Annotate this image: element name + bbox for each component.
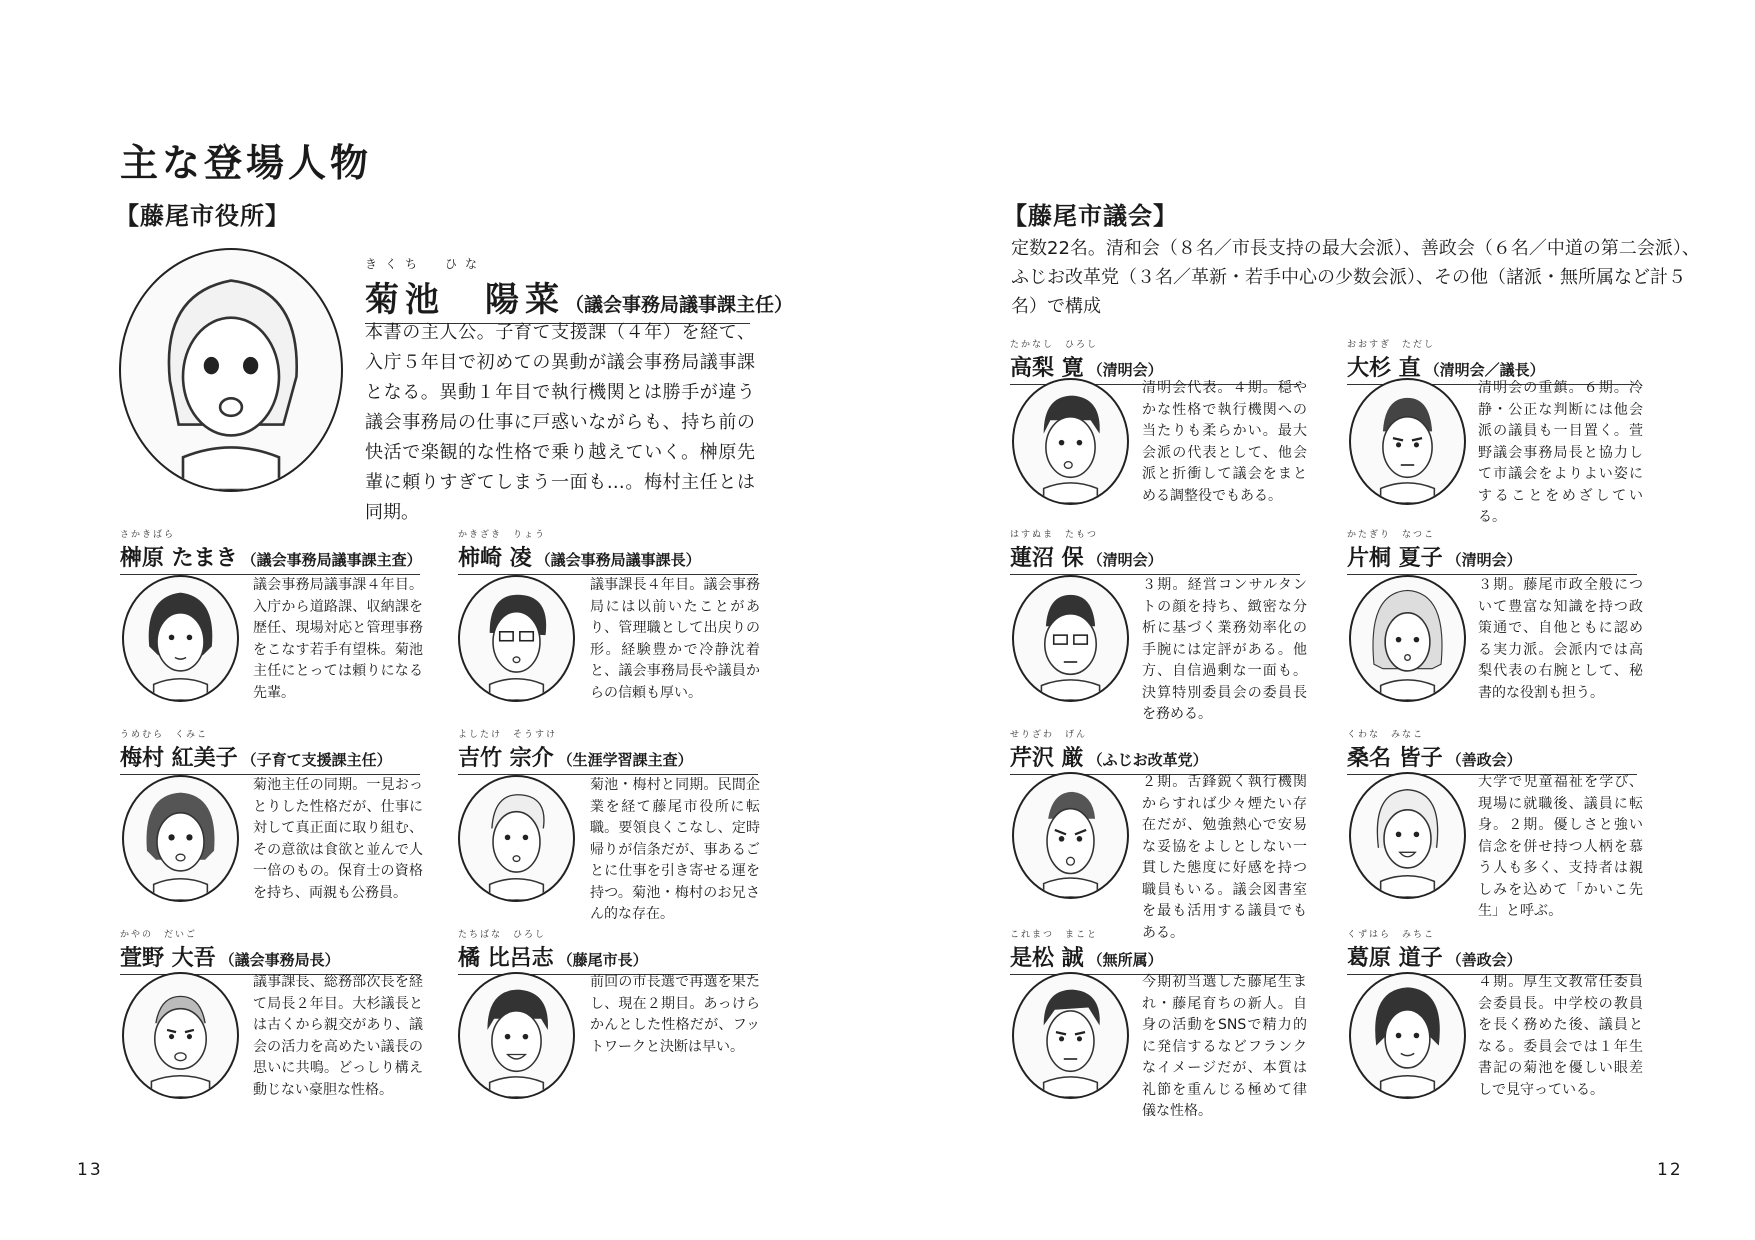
person-portrait-icon: [1351, 577, 1464, 700]
main-character-role: （議会事務局議事課主任）: [565, 294, 794, 316]
character-ruby: はすぬま たもつ: [1010, 530, 1099, 540]
character-description: 議事課長、総務部次長を経て局長２年目。大杉議長とは古くから親交があり、議会の活力を高めたい議長の思いに共鳴。どっしり構え動じない豪胆な性格。: [253, 974, 423, 1098]
character-name-block: [1347, 930, 1637, 975]
character-role: （清明会）: [1446, 551, 1522, 569]
character-role: （無所属）: [1087, 951, 1163, 969]
character-ruby: かやの だいご: [120, 930, 198, 940]
portrait-kayano-daigo: [122, 972, 239, 1099]
character-ruby: さかきばら: [120, 530, 176, 540]
character-role: （清明会）: [1087, 551, 1163, 569]
character-name-block: [458, 930, 758, 975]
portrait-kuzuhara-michiko: [1349, 972, 1466, 1099]
portrait-takanashi-hiroshi: [1012, 378, 1129, 505]
character-description: 大学で児童福祉を学び、現場に就職後、議員に転身。２期。優しさと強い信念を併せ持つ人柄を慕う人も多く、支持者は親しみを込めて「かいこ先生」と呼ぶ。: [1478, 774, 1643, 919]
character-description: 今期初当選した藤尾生まれ・藤尾育ちの新人。自身の活動をSNSで精力的に発信するなどフランクなイメージだが、本質は礼節を重んじる極めて律儀な性格。: [1142, 974, 1307, 1119]
character-name: 梅村 紅美子: [120, 746, 238, 771]
main-character-name-block: [365, 256, 794, 324]
character-role: （子育て支援課主任）: [241, 751, 392, 769]
person-portrait-icon: [1014, 974, 1127, 1097]
character-description: ４期。厚生文教常任委員会委員長。中学校の教員を長く務めた後、議員となる。委員会では１年生書記の菊池を優しい眼差しで見守っている。: [1478, 974, 1643, 1098]
character-ruby: おおすぎ ただし: [1347, 340, 1436, 350]
character-role: （ふじお改革党）: [1087, 751, 1208, 769]
main-character-description: 本書の主人公。子育て支援課（４年）を経て、入庁５年目で初めての異動が議会事務局議事課となる。異動１年目で執行機関とは勝手が違う議会事務局の仕事に戸惑いながらも、持ち前の快活で楽観的な性格で乗り越えていく。榊原先輩に頼りすぎてしまう一面も…。梅村主任とは同期。: [365, 322, 755, 523]
character-ruby: たちばな ひろし: [458, 930, 547, 940]
character-ruby: よしたけ そうすけ: [458, 730, 558, 740]
character-name-block: [458, 530, 758, 575]
character-role: （清明会）: [1087, 361, 1163, 379]
council-intro: 定数22名。清和会（８名／市長支持の最大会派）、善政会（６名／中道の第二会派）、ふじお改革党（３名／革新・若手中心の少数会派）、その他（諸派・無所属など計５名）で構成: [1011, 238, 1700, 317]
character-name: 萱野 大吾: [120, 946, 216, 971]
character-role: （善政会）: [1446, 951, 1522, 969]
person-portrait-icon: [121, 250, 341, 490]
portrait-umemura-kumiko: [122, 775, 239, 902]
character-name-block: [1010, 730, 1300, 775]
person-portrait-icon: [1014, 380, 1127, 503]
character-ruby: かきざき りょう: [458, 530, 547, 540]
character-name-block: [1010, 930, 1300, 975]
character-description: ３期。藤尾市政全般について豊富な知識を持つ政策通で、自他ともに認める実力派。会派内では高梨代表の右腕として、秘書的な役割も担う。: [1478, 577, 1643, 701]
character-ruby: かたぎり なつこ: [1347, 530, 1436, 540]
character-name: 榊原 たまき: [120, 546, 238, 571]
character-role: （清明会／議長）: [1424, 361, 1545, 379]
character-ruby: これまつ まこと: [1010, 930, 1099, 940]
character-description: ２期。舌鋒鋭く執行機関からすれば少々煙たい存在だが、勉強熱心で安易な妥協をよしとしない一貫した態度に好感を持つ職員もいる。議会図書室を最も活用する議員でもある。: [1142, 774, 1307, 941]
character-description: 菊池主任の同期。一見おっとりした性格だが、仕事に対して真正面に取り組む、その意欲は食欲と並んで人一倍のもの。保育士の資格を持ち、両親も公務員。: [253, 777, 423, 901]
character-name: 橘 比呂志: [458, 946, 554, 971]
person-portrait-icon: [124, 577, 237, 700]
portrait-katagiri-natsuko: [1349, 575, 1466, 702]
character-name-block: [458, 730, 758, 775]
character-name: 柿崎 凌: [458, 546, 532, 571]
character-ruby: うめむら くみこ: [120, 730, 209, 740]
character-name-block: [1347, 730, 1637, 775]
person-portrait-icon: [1014, 774, 1127, 897]
page-number-left: 13: [77, 1160, 103, 1180]
portrait-korematsu-makoto: [1012, 972, 1129, 1099]
character-role: （善政会）: [1446, 751, 1522, 769]
character-description: 清明会代表。４期。穏やかな性格で執行機関への当たりも柔らかい。最大会派の代表として、他会派と折衝して議会をまとめる調整役でもある。: [1142, 380, 1307, 504]
character-name-block: [1347, 530, 1637, 575]
character-name: 是松 誠: [1010, 946, 1084, 971]
character-ruby: たかなし ひろし: [1010, 340, 1099, 350]
portrait-serizawa-gen: [1012, 772, 1129, 899]
character-description: ３期。経営コンサルタントの顔を持ち、緻密な分析に基づく業務効率化の手腕には定評がある。他方、自信過剰な一面も。決算特別委員会の委員長を務める。: [1142, 577, 1307, 722]
character-name: 片桐 夏子: [1347, 546, 1443, 571]
character-name: 大杉 直: [1347, 356, 1421, 381]
character-description: 菊池・梅村と同期。民間企業を経て藤尾市役所に転職。要領良くこなし、定時帰りが信条だが、事あるごとに仕事を引き寄せる運を持つ。菊池・梅村のお兄さん的な存在。: [590, 777, 760, 922]
portrait-sakakibara-tamaki: [122, 575, 239, 702]
person-portrait-icon: [1014, 577, 1127, 700]
character-role: （議会事務局長）: [219, 951, 340, 969]
character-role: （藤尾市長）: [557, 951, 648, 969]
section-heading-city-council: 【藤尾市議会】: [1003, 202, 1178, 230]
character-name: 吉竹 宗介: [458, 746, 554, 771]
person-portrait-icon: [124, 777, 237, 900]
portrait-hasunuma-tamotsu: [1012, 575, 1129, 702]
character-name: 芹沢 厳: [1010, 746, 1084, 771]
character-name: 葛原 道子: [1347, 946, 1443, 971]
character-role: （議会事務局議事課長）: [535, 551, 701, 569]
page-number-right: 12: [1657, 1160, 1683, 1180]
character-name-block: [120, 530, 420, 575]
character-name: 桑名 皆子: [1347, 746, 1443, 771]
character-ruby: くわな みなこ: [1347, 730, 1425, 740]
person-portrait-icon: [460, 974, 573, 1097]
character-role: （議会事務局議事課主査）: [241, 551, 422, 569]
person-portrait-icon: [124, 974, 237, 1097]
character-role: （生涯学習課主査）: [557, 751, 693, 769]
character-name: 蓮沼 保: [1010, 546, 1084, 571]
person-portrait-icon: [1351, 774, 1464, 897]
person-portrait-icon: [460, 577, 573, 700]
character-name: 高梨 寛: [1010, 356, 1084, 381]
character-ruby: せりざわ げん: [1010, 730, 1088, 740]
character-name-block: [120, 730, 420, 775]
person-portrait-icon: [1351, 380, 1464, 503]
character-description: 議事課長４年目。議会事務局には以前いたことがあり、管理職として出戻りの形。経験豊かで冷静沈着と、議会事務局長や議員からの信頼も厚い。: [590, 577, 760, 701]
main-character-ruby: きくち ひな: [365, 257, 486, 271]
portrait-tachibana-hiroshi: [458, 972, 575, 1099]
portrait-osugi-tadashi: [1349, 378, 1466, 505]
portrait-yoshitake-sosuke: [458, 775, 575, 902]
character-ruby: くずはら みちこ: [1347, 930, 1436, 940]
portrait-kakizaki-ryo: [458, 575, 575, 702]
portrait-kuwana-minako: [1349, 772, 1466, 899]
person-portrait-icon: [1351, 974, 1464, 1097]
person-portrait-icon: [460, 777, 573, 900]
character-name-block: [1010, 530, 1300, 575]
section-heading-city-hall: 【藤尾市役所】: [115, 202, 290, 230]
character-description: 清明会の重鎮。６期。冷静・公正な判断には他会派の議員も一目置く。萱野議会事務局長と協力して市議会をよりよい姿にすることをめざしている。: [1478, 380, 1643, 525]
main-character-name: 菊池 陽菜: [365, 280, 565, 320]
page-title: 主な登場人物: [120, 141, 373, 185]
character-description: 議会事務局議事課４年目。入庁から道路課、収納課を歴任、現場対応と管理事務をこなす若手有望株。菊池主任にとっては頼りになる先輩。: [253, 577, 423, 701]
portrait-kikuchi-hina: [119, 248, 343, 492]
character-name-block: [120, 930, 420, 975]
character-description: 前回の市長選で再選を果たし、現在２期目。あっけらかんとした性格だが、フットワークと決断は早い。: [590, 974, 760, 1055]
